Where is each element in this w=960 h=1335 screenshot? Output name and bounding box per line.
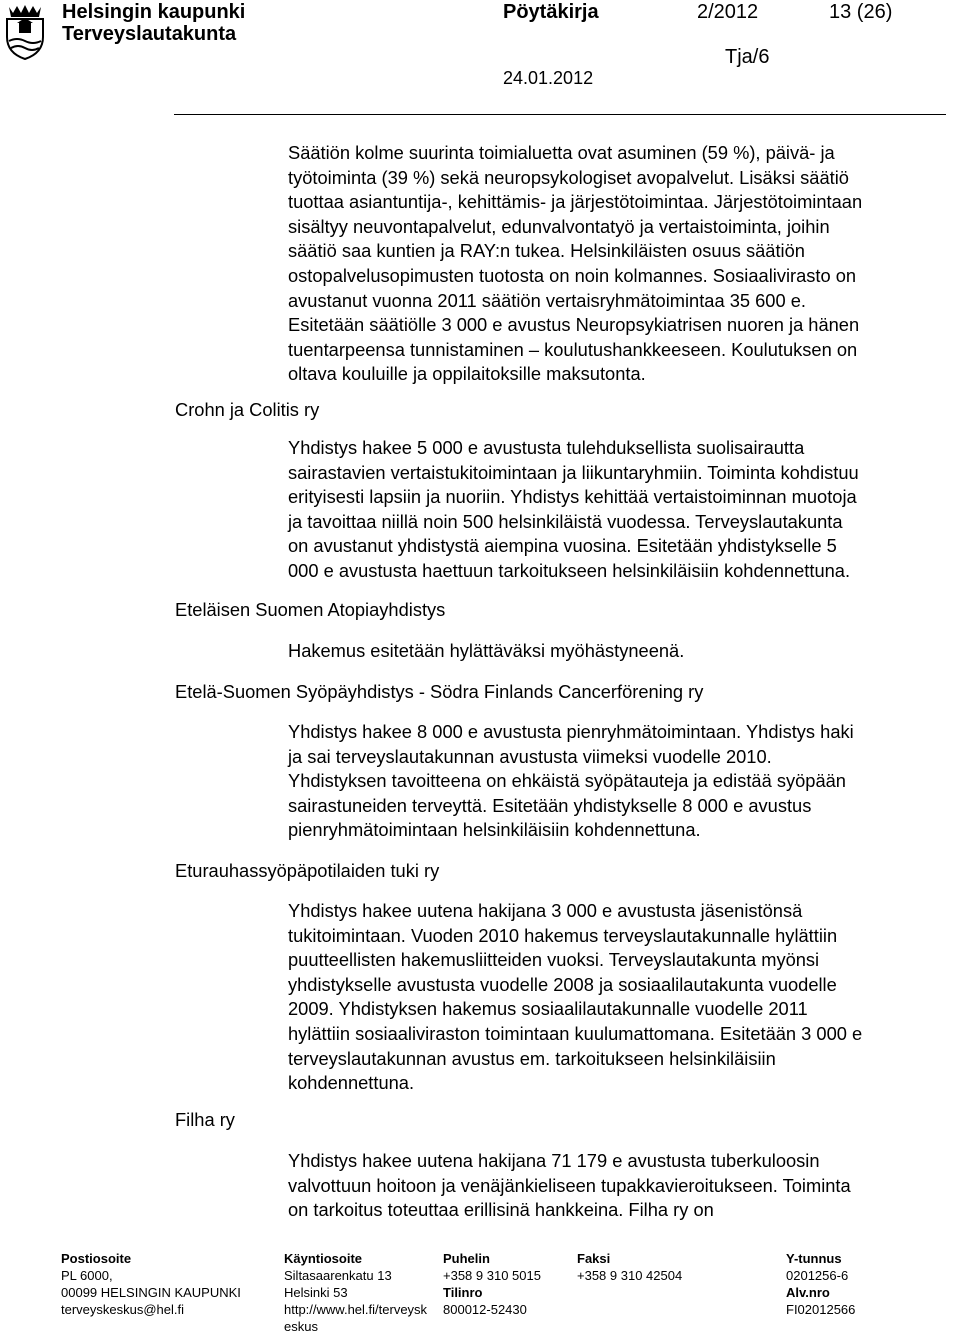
paragraph-syopayhdistys: Yhdistys hakee 8 000 e avustusta pienryhmätoimintaan. Yhdistys haki ja sai terveyslautakunnan avustusta viimeksi vuodelle 2010. Yhdistyksen tavoitteena on ehkäistä syöpätauteja ja edistää syöpään sairastuneiden terveyttä. Esitetään yhdistykselle 8 000 e avustus pienryhmätoimintaan helsinkiläisiin kohdennettuna.: [288, 721, 854, 841]
section-code: Tja/6: [725, 46, 770, 68]
paragraph-eturauhassyopa: Yhdistys hakee uutena hakijana 3 000 e avustusta jäsenistönsä tukitoimintaan. Vuoden 2010 hakemus terveyslautakunnalle hylättiin puutteellisten hakemusliitteiden vuoksi. Terveyslautakunta myönsi yhdistykselle avustusta vuodelle 2008 ja sosiaalilautakunta vuodelle 2009. Yhdistyksen hakemus sosiaalilautakunnalle vuodelle 2011 hylättiin sosiaaliviraston toimintaan kuulumattomana. Esitetään 3 000 e terveyslautakunnan avustus em. tarkoitukseen helsinkiläisiin kohdennettuna.: [288, 900, 863, 1094]
document-number: 2/2012: [697, 1, 759, 23]
paragraph-filha: Yhdistys hakee uutena hakijana 71 179 e avustusta tuberkuloosin valvottuun hoitoon ja venäjänkieliseen tupakkavieroitukseen. Toiminta on tarkoitus toteuttaa erillisinä hankkeina. Filha ry on: [288, 1150, 851, 1221]
header-divider: [174, 114, 946, 115]
department-name: Terveyslautakunta: [62, 23, 237, 45]
paragraph-crohn-colitis: Yhdistys hakee 5 000 e avustusta tulehduksellista suolisairautta sairastavien vertaistukitoimintaan ja liikuntaryhmiin. Toiminta kohdistuu erityisesti lapsiin ja nuoriin. Yhdistys kehittää vertaistoiminnan muotoja ja tavoittaa niillä noin 500 helsinkiläistä vuodessa. Terveyslautakunta on avustanut yhdistystä aiempina vuosina. Esitetään yhdistykselle 5 000 e avustusta haettuun tarkoitukseen helsinkiläisiin kohdennettuna.: [288, 437, 859, 581]
paragraph-foundation: Säätiön kolme suurinta toimialuetta ovat asuminen (59 %), päivä- ja työtoiminta (39 %) sekä neuropsykologiset avopalvelut. Lisäksi säätiö tuottaa asiantuntija-, kehittämis- ja järjestötoimintaa. Järjestötoimintaan sisältyy neuvontapalvelut, edunvalvontatyö ja vertaistoiminta, joihin säätiö saa kuntien ja RAY:n tukea. Helsinkiläisten osuus säätiön ostopalvelusopimusten tuotosta on noin kolmannes. Sosiaalivirasto on avustanut vuonna 2011 säätiön vertaisryhmätoimintaa 35 600 e. Esitetään säätiölle 3 000 e avustus Neuropsykiatrisen nuoren ja hänen tuentarpeensa tunnistaminen – koulutushankkeeseen. Koulutuksen on oltava kouluille ja oppilaitoksille maksutonta.: [288, 142, 863, 385]
label-eturauhassyopa: Eturauhassyöpäpotilaiden tuki ry: [175, 860, 440, 881]
document-type: Pöytäkirja: [503, 1, 599, 23]
label-syopayhdistys: Etelä-Suomen Syöpäyhdistys - Södra Finlands Cancerförening ry: [175, 681, 704, 702]
footer-postal-address: Postiosoite PL 6000, 00099 HELSINGIN KAUPUNKI terveyskeskus@hel.fi: [61, 1251, 241, 1317]
label-filha: Filha ry: [175, 1109, 235, 1130]
label-crohn-colitis: Crohn ja Colitis ry: [175, 399, 320, 420]
page-number: 13 (26): [829, 1, 893, 23]
footer-business-id: Y-tunnus 0201256-6 Alv.nro FI02012566: [786, 1251, 856, 1317]
footer-visiting-address: Käyntiosoite Siltasaarenkatu 13 Helsinki 53 http://www.hel.fi/terveysk eskus: [284, 1251, 428, 1334]
helsinki-coat-of-arms-logo: [3, 3, 47, 61]
meeting-date: 24.01.2012: [503, 68, 594, 88]
footer-phone: Puhelin +358 9 310 5015 Tilinro 800012-52430: [443, 1251, 541, 1317]
footer-fax: Faksi +358 9 310 42504: [577, 1251, 683, 1283]
organization-name: Helsingin kaupunki: [62, 1, 246, 23]
label-atopiayhdistys: Eteläisen Suomen Atopiayhdistys: [175, 599, 446, 620]
paragraph-atopiayhdistys: Hakemus esitetään hylättäväksi myöhästyneenä.: [288, 640, 685, 661]
